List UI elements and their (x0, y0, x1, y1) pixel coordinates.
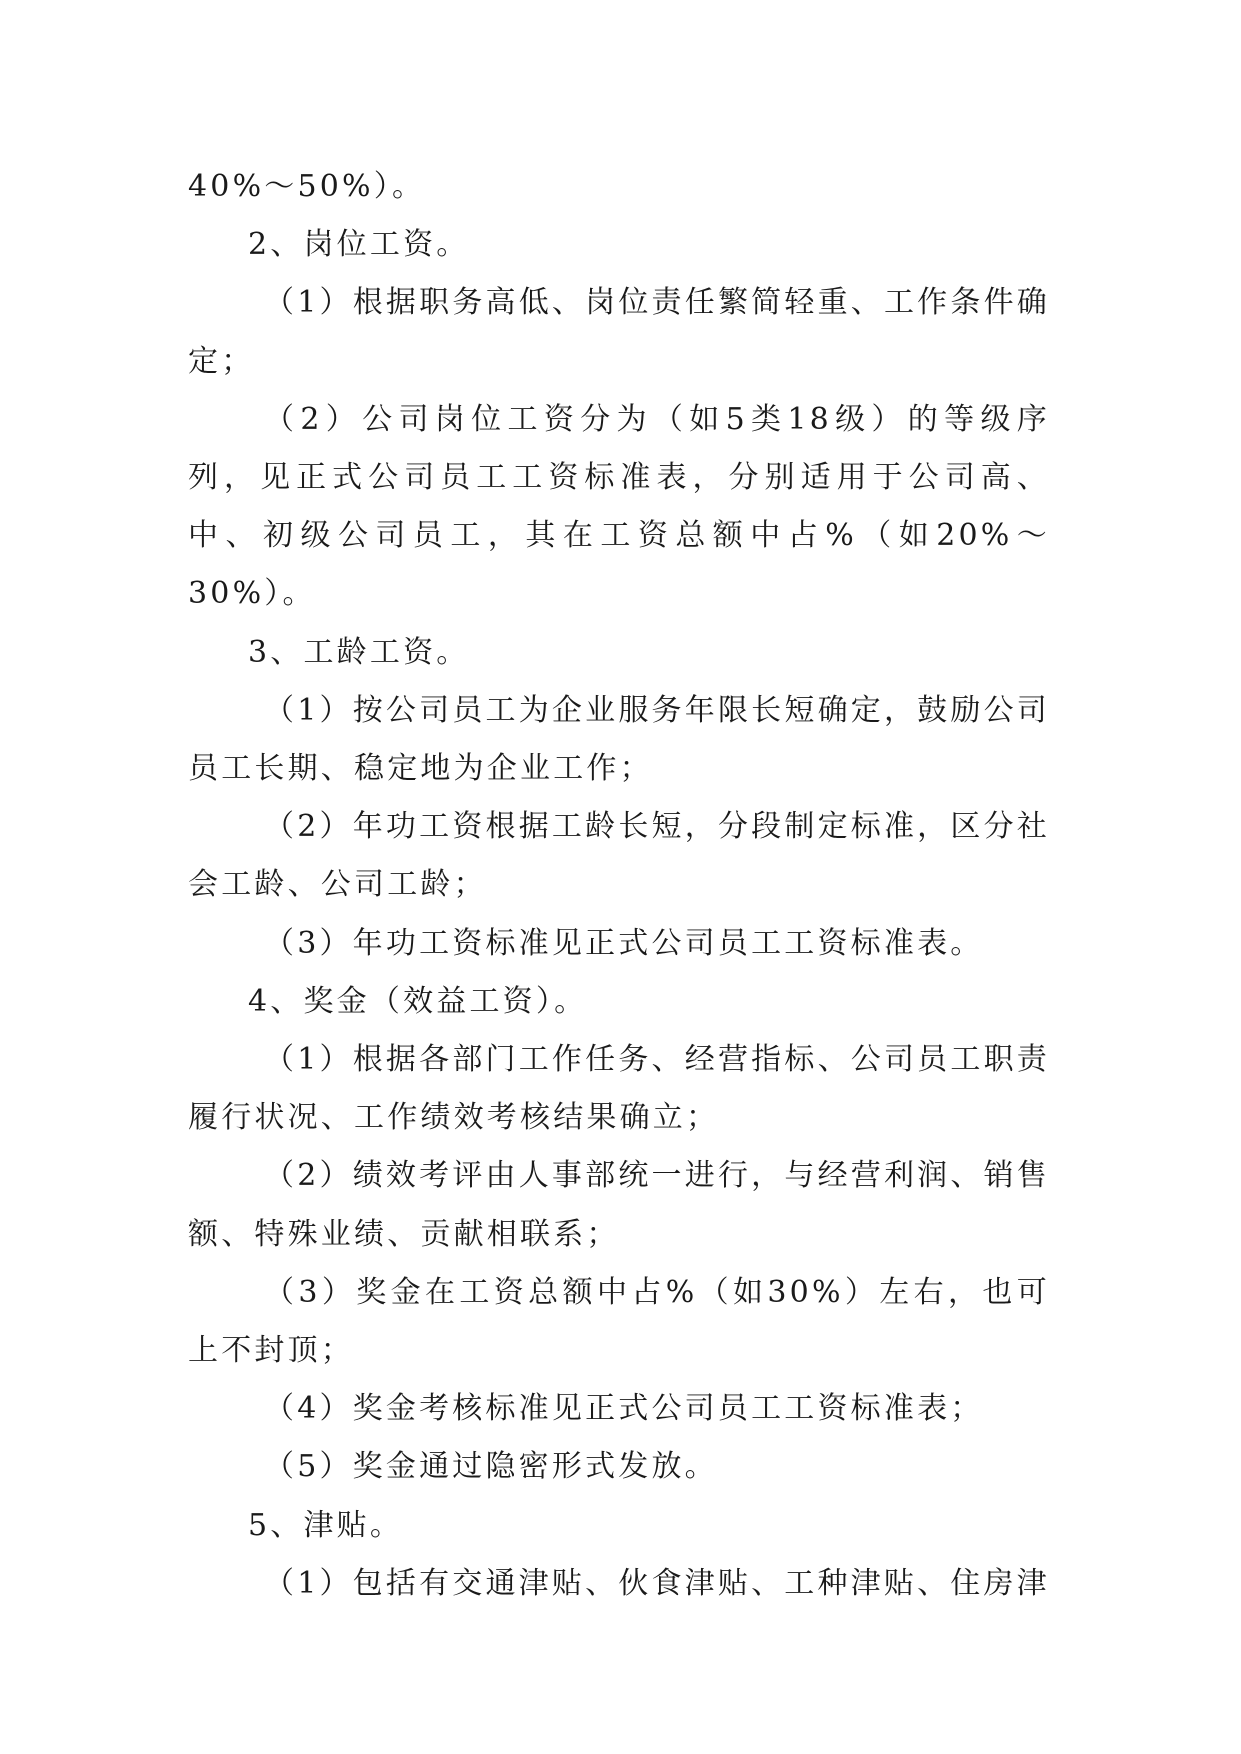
paragraph-continuation: 40%～50%）。 (188, 169, 426, 204)
section-heading-allowance: 5、津贴。 (248, 1507, 404, 1543)
document-body (188, 158, 1050, 1613)
paragraph-item: （4）奖金考核标准见正式公司员工工资标准表； (264, 1391, 984, 1427)
paragraph-item: （2）年功工资根据工龄长短，分段制定标准，区分社会工龄、公司工龄； (188, 809, 1050, 903)
paragraph-item: （2）绩效考评由人事部统一进行，与经营利润、销售额、特殊业绩、贡献相联系； (188, 1158, 1050, 1252)
section-heading-bonus: 4、奖金（效益工资）。 (248, 983, 588, 1019)
paragraph-item: （1）包括有交通津贴、伙食津贴、工种津贴、住房津 (264, 1565, 1050, 1601)
paragraph-item: （3）年功工资标准见正式公司员工工资标准表。 (264, 925, 984, 961)
paragraph-item: （1）按公司员工为企业服务年限长短确定，鼓励公司员工长期、稳定地为企业工作； (188, 692, 1050, 787)
section-heading-seniority-salary: 3、工龄工资。 (248, 634, 470, 670)
paragraph-item: （2）公司岗位工资分为（如5类18级）的等级序列，见正式公司员工工资标准表，分别适用于公司高、中、初级公司员工，其在工资总额中占%（如20%～30%）。 (188, 401, 1050, 612)
paragraph-item: （1）根据职务高低、岗位责任繁简轻重、工作条件确定； (188, 285, 1050, 379)
paragraph-item: （5）奖金通过隐密形式发放。 (264, 1449, 718, 1485)
paragraph-item: （1）根据各部门工作任务、经营指标、公司员工职责履行状况、工作绩效考核结果确立； (188, 1042, 1050, 1136)
section-heading-post-salary: 2、岗位工资。 (248, 227, 470, 263)
paragraph-item: （3）奖金在工资总额中占%（如30%）左右，也可上不封顶； (188, 1274, 1050, 1369)
